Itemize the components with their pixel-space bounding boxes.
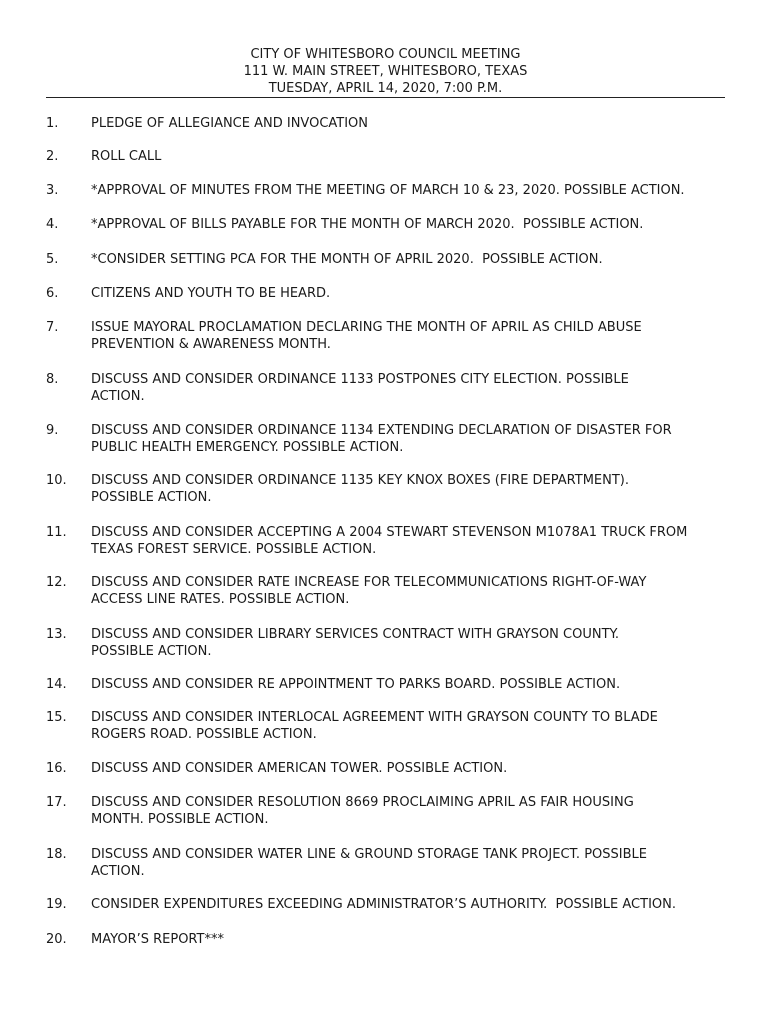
agenda-item-text: ISSUE MAYORAL PROCLAMATION DECLARING THE MONTH OF APRIL AS CHILD ABUSE PREVENTION & AWARENESS MONTH. [91, 320, 642, 352]
agenda-item-text: ROLL CALL [91, 149, 162, 164]
agenda-item-text: CITIZENS AND YOUTH TO BE HEARD. [91, 286, 331, 301]
agenda-item-text: *CONSIDER SETTING PCA FOR THE MONTH OF APRIL 2020. POSSIBLE ACTION. [91, 252, 603, 267]
agenda-item-text: CONSIDER EXPENDITURES EXCEEDING ADMINISTRATOR’S AUTHORITY. POSSIBLE ACTION. [91, 897, 676, 912]
agenda-item-number: 8. [46, 372, 59, 387]
agenda-item-text: DISCUSS AND CONSIDER RESOLUTION 8669 PROCLAIMING APRIL AS FAIR HOUSING MONTH. POSSIBLE ACTION. [91, 795, 634, 827]
agenda-item-number: 17. [46, 795, 67, 810]
agenda-item-number: 20. [46, 932, 67, 947]
agenda-item-number: 15. [46, 710, 67, 725]
agenda-item-number: 4. [46, 217, 59, 232]
meeting-address: 111 W. MAIN STREET, WHITESBORO, TEXAS [243, 64, 528, 79]
agenda-item-text: DISCUSS AND CONSIDER RATE INCREASE FOR TELECOMMUNICATIONS RIGHT-OF-WAY ACCESS LINE RATES. POSSIBLE ACTION. [91, 575, 647, 607]
agenda-item-text: DISCUSS AND CONSIDER AMERICAN TOWER. POSSIBLE ACTION. [91, 761, 508, 776]
agenda-item-number: 11. [46, 525, 67, 540]
agenda-item-text: DISCUSS AND CONSIDER ORDINANCE 1135 KEY KNOX BOXES (FIRE DEPARTMENT). POSSIBLE ACTION. [91, 473, 629, 505]
agenda-item-number: 12. [46, 575, 67, 590]
agenda-item-number: 16. [46, 761, 67, 776]
agenda-item-text: DISCUSS AND CONSIDER INTERLOCAL AGREEMENT WITH GRAYSON COUNTY TO BLADE ROGERS ROAD. POSSIBLE ACTION. [91, 710, 658, 742]
meeting-header [46, 46, 725, 97]
agenda-item-number: 14. [46, 677, 67, 692]
header-divider [46, 97, 725, 98]
agenda-item-text: DISCUSS AND CONSIDER ACCEPTING A 2004 STEWART STEVENSON M1078A1 TRUCK FROM TEXAS FOREST SERVICE. POSSIBLE ACTION. [91, 525, 688, 557]
agenda-item-text: *APPROVAL OF BILLS PAYABLE FOR THE MONTH OF MARCH 2020. POSSIBLE ACTION. [91, 217, 644, 232]
agenda-item-text: DISCUSS AND CONSIDER LIBRARY SERVICES CONTRACT WITH GRAYSON COUNTY. POSSIBLE ACTION. [91, 627, 619, 659]
agenda-item-number: 18. [46, 847, 67, 862]
agenda-item-number: 10. [46, 473, 67, 488]
agenda-item-number: 7. [46, 320, 59, 335]
agenda-item-text: DISCUSS AND CONSIDER ORDINANCE 1133 POSTPONES CITY ELECTION. POSSIBLE ACTION. [91, 372, 629, 404]
agenda-item-number: 3. [46, 183, 59, 198]
agenda-item-text: PLEDGE OF ALLEGIANCE AND INVOCATION [91, 116, 369, 131]
agenda-item-number: 1. [46, 116, 59, 131]
agenda-item-text: *APPROVAL OF MINUTES FROM THE MEETING OF MARCH 10 & 23, 2020. POSSIBLE ACTION. [91, 183, 685, 198]
agenda-item-number: 9. [46, 423, 59, 438]
agenda-item-number: 5. [46, 252, 59, 267]
agenda-item-number: 6. [46, 286, 59, 301]
meeting-date-time: TUESDAY, APRIL 14, 2020, 7:00 P.M. [268, 81, 503, 96]
agenda-item-number: 13. [46, 627, 67, 642]
meeting-title: CITY OF WHITESBORO COUNCIL MEETING [250, 47, 521, 62]
agenda-item-text: DISCUSS AND CONSIDER WATER LINE & GROUND STORAGE TANK PROJECT. POSSIBLE ACTION. [91, 847, 647, 879]
agenda-item-number: 2. [46, 149, 59, 164]
agenda-item-text: DISCUSS AND CONSIDER ORDINANCE 1134 EXTENDING DECLARATION OF DISASTER FOR PUBLIC HEALTH EMERGENCY. POSSIBLE ACTION. [91, 423, 672, 455]
agenda-item-number: 19. [46, 897, 67, 912]
agenda-item-text: MAYOR’S REPORT*** [91, 932, 224, 947]
agenda-item-text: DISCUSS AND CONSIDER RE APPOINTMENT TO PARKS BOARD. POSSIBLE ACTION. [91, 677, 621, 692]
